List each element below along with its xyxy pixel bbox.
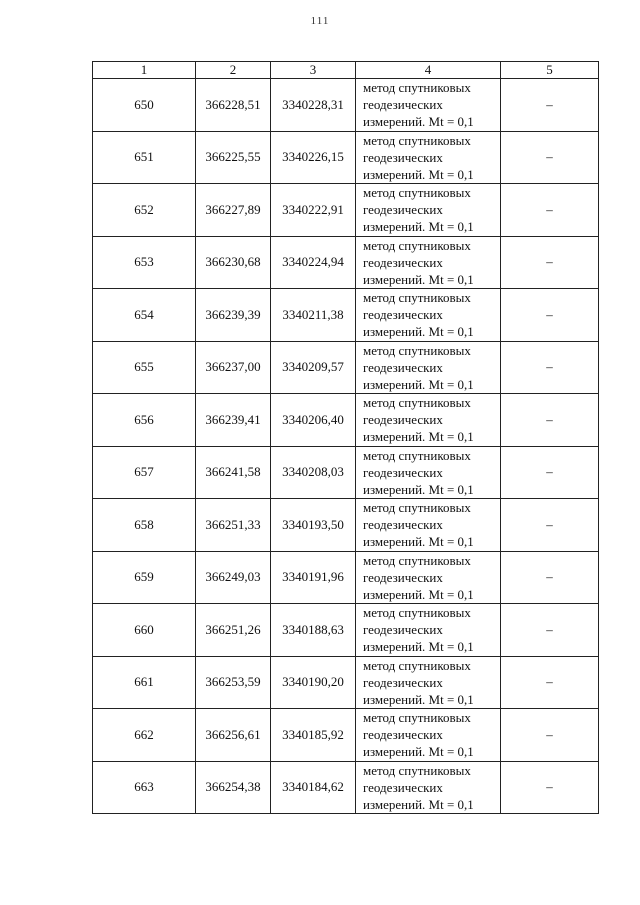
method-line: измерений. Mt = 0,1	[363, 166, 474, 182]
method-cell	[356, 761, 501, 814]
header-col-4: 4	[356, 62, 501, 79]
method-cell	[356, 341, 501, 394]
x-coordinate-cell: 366230,68	[196, 236, 271, 289]
method-line: геодезических	[363, 412, 443, 428]
note-cell: –	[501, 709, 599, 762]
x-coordinate-cell: 366253,59	[196, 656, 271, 709]
method-cell	[356, 551, 501, 604]
method-line: метод спутниковых	[363, 710, 471, 726]
method-line: измерений. Mt = 0,1	[363, 219, 474, 235]
method-line: метод спутниковых	[363, 395, 471, 411]
method-line: геодезических	[363, 149, 443, 165]
note-cell: –	[501, 131, 599, 184]
point-number-cell: 659	[93, 551, 196, 604]
point-number-cell: 662	[93, 709, 196, 762]
table-row	[93, 184, 599, 237]
method-line: геодезических	[363, 622, 443, 638]
method-cell	[356, 289, 501, 342]
method-line: измерений. Mt = 0,1	[363, 271, 474, 287]
x-coordinate-cell: 366251,26	[196, 604, 271, 657]
method-line: метод спутниковых	[363, 185, 471, 201]
point-number-cell: 657	[93, 446, 196, 499]
table-row	[93, 761, 599, 814]
y-coordinate-cell: 3340211,38	[271, 289, 356, 342]
y-coordinate-cell: 3340206,40	[271, 394, 356, 447]
note-cell: –	[501, 184, 599, 237]
method-line: измерений. Mt = 0,1	[363, 324, 474, 340]
method-line: метод спутниковых	[363, 237, 471, 253]
method-line: метод спутниковых	[363, 605, 471, 621]
table-row	[93, 446, 599, 499]
method-line: измерений. Mt = 0,1	[363, 744, 474, 760]
y-coordinate-cell: 3340208,03	[271, 446, 356, 499]
method-line: измерений. Mt = 0,1	[363, 534, 474, 550]
note-cell: –	[501, 289, 599, 342]
method-line: метод спутниковых	[363, 762, 471, 778]
y-coordinate-cell: 3340228,31	[271, 79, 356, 132]
table-header	[93, 62, 599, 79]
method-line: геодезических	[363, 307, 443, 323]
method-line: геодезических	[363, 464, 443, 480]
table-row	[93, 604, 599, 657]
table-row	[93, 341, 599, 394]
method-cell	[356, 709, 501, 762]
note-cell: –	[501, 446, 599, 499]
method-line: геодезических	[363, 569, 443, 585]
page-number: 111	[310, 15, 330, 27]
x-coordinate-cell: 366249,03	[196, 551, 271, 604]
method-line: измерений. Mt = 0,1	[363, 796, 474, 812]
x-coordinate-cell: 366241,58	[196, 446, 271, 499]
method-line: геодезических	[363, 202, 443, 218]
method-line: геодезических	[363, 359, 443, 375]
table-body	[93, 79, 599, 814]
method-line: метод спутниковых	[363, 552, 471, 568]
method-cell	[356, 131, 501, 184]
method-cell	[356, 499, 501, 552]
coordinates-table	[92, 61, 599, 814]
method-cell	[356, 394, 501, 447]
method-cell	[356, 446, 501, 499]
method-line: метод спутниковых	[363, 657, 471, 673]
table-row	[93, 79, 599, 132]
point-number-cell: 660	[93, 604, 196, 657]
y-coordinate-cell: 3340190,20	[271, 656, 356, 709]
method-line: измерений. Mt = 0,1	[363, 691, 474, 707]
y-coordinate-cell: 3340184,62	[271, 761, 356, 814]
header-col-3: 3	[271, 62, 356, 79]
method-line: метод спутниковых	[363, 80, 471, 96]
x-coordinate-cell: 366237,00	[196, 341, 271, 394]
method-line: геодезических	[363, 97, 443, 113]
table-row	[93, 394, 599, 447]
method-line: измерений. Mt = 0,1	[363, 429, 474, 445]
point-number-cell: 653	[93, 236, 196, 289]
x-coordinate-cell: 366239,39	[196, 289, 271, 342]
note-cell: –	[501, 79, 599, 132]
point-number-cell: 655	[93, 341, 196, 394]
method-line: геодезических	[363, 254, 443, 270]
method-cell	[356, 656, 501, 709]
method-cell	[356, 236, 501, 289]
method-line: измерений. Mt = 0,1	[363, 376, 474, 392]
header-col-2: 2	[196, 62, 271, 79]
method-line: метод спутниковых	[363, 290, 471, 306]
method-line: геодезических	[363, 779, 443, 795]
note-cell: –	[501, 656, 599, 709]
point-number-cell: 656	[93, 394, 196, 447]
table-row	[93, 289, 599, 342]
y-coordinate-cell: 3340193,50	[271, 499, 356, 552]
note-cell: –	[501, 236, 599, 289]
note-cell: –	[501, 499, 599, 552]
point-number-cell: 654	[93, 289, 196, 342]
method-line: измерений. Mt = 0,1	[363, 114, 474, 130]
method-line: метод спутниковых	[363, 342, 471, 358]
point-number-cell: 652	[93, 184, 196, 237]
x-coordinate-cell: 366227,89	[196, 184, 271, 237]
y-coordinate-cell: 3340191,96	[271, 551, 356, 604]
note-cell: –	[501, 394, 599, 447]
method-cell	[356, 184, 501, 237]
y-coordinate-cell: 3340222,91	[271, 184, 356, 237]
note-cell: –	[501, 761, 599, 814]
y-coordinate-cell: 3340188,63	[271, 604, 356, 657]
note-cell: –	[501, 604, 599, 657]
x-coordinate-cell: 366239,41	[196, 394, 271, 447]
point-number-cell: 663	[93, 761, 196, 814]
method-line: метод спутниковых	[363, 447, 471, 463]
x-coordinate-cell: 366254,38	[196, 761, 271, 814]
method-line: метод спутниковых	[363, 500, 471, 516]
x-coordinate-cell: 366228,51	[196, 79, 271, 132]
method-line: измерений. Mt = 0,1	[363, 639, 474, 655]
y-coordinate-cell: 3340185,92	[271, 709, 356, 762]
method-line: измерений. Mt = 0,1	[363, 586, 474, 602]
table-row	[93, 551, 599, 604]
header-col-1: 1	[93, 62, 196, 79]
note-cell: –	[501, 551, 599, 604]
table-row	[93, 236, 599, 289]
y-coordinate-cell: 3340224,94	[271, 236, 356, 289]
x-coordinate-cell: 366225,55	[196, 131, 271, 184]
header-row	[93, 62, 599, 79]
x-coordinate-cell: 366251,33	[196, 499, 271, 552]
method-line: геодезических	[363, 517, 443, 533]
y-coordinate-cell: 3340209,57	[271, 341, 356, 394]
method-cell	[356, 79, 501, 132]
point-number-cell: 651	[93, 131, 196, 184]
table-row	[93, 499, 599, 552]
point-number-cell: 658	[93, 499, 196, 552]
table-row	[93, 131, 599, 184]
method-cell	[356, 604, 501, 657]
point-number-cell: 650	[93, 79, 196, 132]
method-line: измерений. Mt = 0,1	[363, 481, 474, 497]
note-cell: –	[501, 341, 599, 394]
y-coordinate-cell: 3340226,15	[271, 131, 356, 184]
table-row	[93, 709, 599, 762]
table-row	[93, 656, 599, 709]
x-coordinate-cell: 366256,61	[196, 709, 271, 762]
method-line: геодезических	[363, 674, 443, 690]
method-line: метод спутниковых	[363, 132, 471, 148]
header-col-5: 5	[501, 62, 599, 79]
method-line: геодезических	[363, 727, 443, 743]
point-number-cell: 661	[93, 656, 196, 709]
